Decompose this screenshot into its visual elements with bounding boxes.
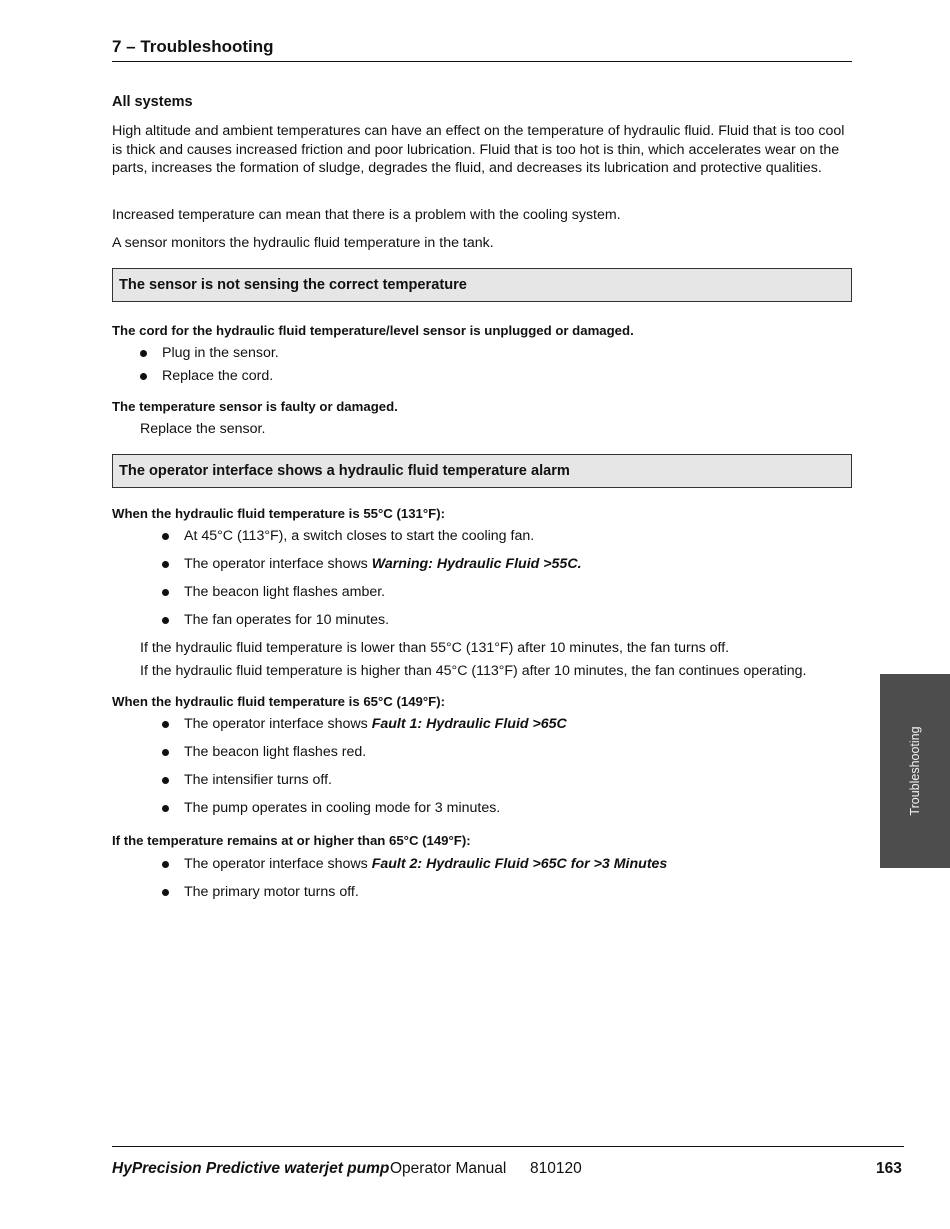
- list-item: The primary motor turns off.: [162, 883, 842, 901]
- bullet-icon: [162, 617, 169, 624]
- bullet-icon: [162, 889, 169, 896]
- list-item: Plug in the sensor.: [140, 344, 840, 362]
- bullet-icon: [162, 749, 169, 756]
- list-item: The beacon light flashes red.: [162, 743, 842, 761]
- fault-2-message: Fault 2: Hydraulic Fluid >65C for >3 Minutes: [371, 856, 668, 872]
- list-item: Replace the cord.: [140, 367, 840, 385]
- bullet-icon: [162, 777, 169, 784]
- case-heading-remains-65c: If the temperature remains at or higher than 65°C (149°F):: [112, 833, 471, 848]
- header-rule: [112, 61, 852, 62]
- intro-paragraph-sensor: A sensor monitors the hydraulic fluid temperature in the tank.: [112, 235, 494, 251]
- list-item: The pump operates in cooling mode for 3 minutes.: [162, 799, 842, 817]
- warning-message: Warning: Hydraulic Fluid >55C.: [371, 556, 582, 572]
- remedy-text: Replace the sensor.: [140, 421, 266, 437]
- note-fan-off: If the hydraulic fluid temperature is lower than 55°C (131°F) after 10 minutes, the fan turns off.: [140, 640, 730, 656]
- fault-1-message: Fault 1: Hydraulic Fluid >65C: [371, 716, 567, 732]
- footer-rule: [112, 1146, 904, 1147]
- bullet-icon: [140, 350, 147, 357]
- footer-document-number: 810120: [530, 1160, 582, 1177]
- side-tab-label: Troubleshooting: [908, 726, 922, 816]
- problem-box-sensor: The sensor is not sensing the correct temperature: [112, 268, 852, 302]
- footer-product-name: HyPrecision Predictive waterjet pump: [112, 1160, 390, 1177]
- case-heading-65c: When the hydraulic fluid temperature is 65°C (149°F):: [112, 694, 445, 709]
- cause-heading-cord: The cord for the hydraulic fluid temperature/level sensor is unplugged or damaged.: [112, 323, 634, 338]
- bullet-icon: [162, 805, 169, 812]
- case-heading-55c: When the hydraulic fluid temperature is 55°C (131°F):: [112, 506, 445, 521]
- bullet-icon: [162, 861, 169, 868]
- bullet-icon: [162, 561, 169, 568]
- note-fan-continues: If the hydraulic fluid temperature is higher than 45°C (113°F) after 10 minutes, the fan continues operating.: [140, 663, 807, 679]
- list-item: The operator interface shows Warning: Hydraulic Fluid >55C.: [162, 555, 842, 573]
- bullet-icon: [162, 533, 169, 540]
- section-heading-all-systems: All systems: [112, 94, 193, 110]
- chapter-title: 7 – Troubleshooting: [112, 37, 274, 56]
- list-item: The operator interface shows Fault 2: Hydraulic Fluid >65C for >3 Minutes: [162, 855, 842, 873]
- bullet-icon: [162, 721, 169, 728]
- cause-heading-sensor-faulty: The temperature sensor is faulty or damaged.: [112, 399, 398, 414]
- bullet-icon: [162, 589, 169, 596]
- chapter-side-tab: [880, 674, 950, 868]
- intro-paragraph-cooling: Increased temperature can mean that there is a problem with the cooling system.: [112, 207, 621, 223]
- intro-paragraph: High altitude and ambient temperatures can have an effect on the temperature of hydraulic fluid. Fluid that is too cool is thick and causes increased friction and poor lubrication. Fluid that is too hot is thin, which accelerates wear on the parts, increases the formation of sludge, degrades the fluid, and decreases its lubrication and protective qualities.: [112, 123, 845, 177]
- footer-manual-title: Operator Manual: [390, 1160, 507, 1177]
- list-item: The beacon light flashes amber.: [162, 583, 842, 601]
- page-number: 163: [876, 1160, 902, 1177]
- list-item: The intensifier turns off.: [162, 771, 842, 789]
- list-item: The fan operates for 10 minutes.: [162, 611, 842, 629]
- list-item: At 45°C (113°F), a switch closes to start the cooling fan.: [162, 527, 842, 545]
- problem-box-temperature-alarm: The operator interface shows a hydraulic fluid temperature alarm: [112, 454, 852, 488]
- bullet-icon: [140, 373, 147, 380]
- list-item: The operator interface shows Fault 1: Hydraulic Fluid >65C: [162, 715, 842, 733]
